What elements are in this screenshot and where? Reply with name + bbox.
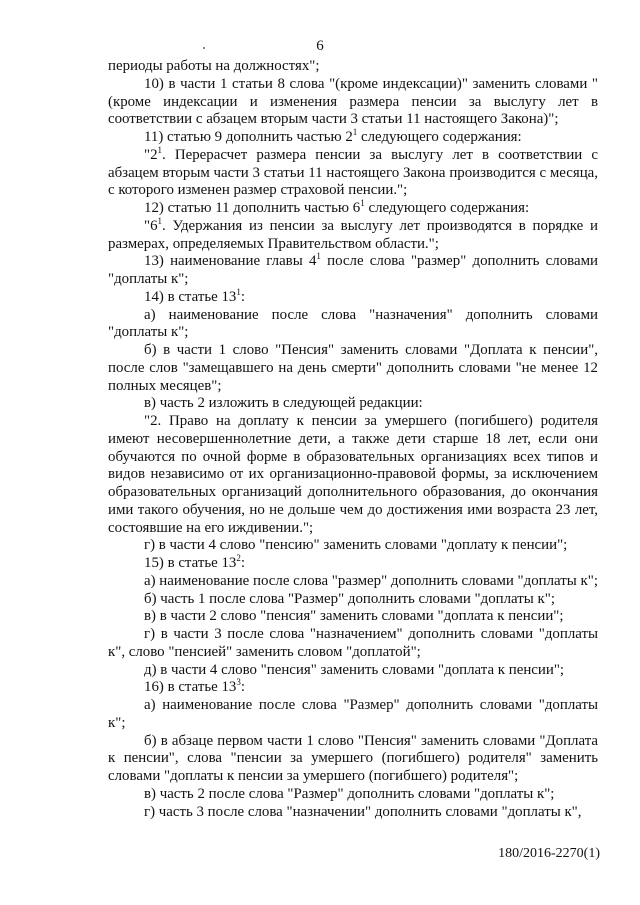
text-run: 13) наименование главы 4 (144, 253, 317, 270)
paragraph (108, 129, 598, 147)
text-run: в) часть 2 изложить в следующей редакции: (144, 395, 423, 412)
paragraph (108, 697, 598, 733)
text-run: следующего содержания: (357, 129, 522, 145)
text-run: б) часть 1 после слова "Размер" дополнить словами "доплаты к"; (144, 590, 555, 607)
superscript: 1 (352, 127, 358, 137)
paragraph (108, 413, 598, 537)
paragraph (108, 76, 598, 129)
paragraph (108, 144, 598, 200)
text-run: а) наименование после слова "размер" дополнить словами "доплаты к"; (144, 572, 598, 589)
text-run: б) в абзаце первом части 1 слово "Пенсия" заменить словами "Доплата к пенсии", слова "пенсии за умершего (погибшего) родителя" заменить словами "доплаты к пенсии за умершего (погибшего) родителя"; (108, 732, 598, 784)
text-run: а) наименование после слова "назначения" дополнить словами "доплаты к"; (108, 306, 598, 341)
document-body (108, 58, 598, 821)
text-run: : (240, 679, 246, 696)
text-run: г) часть 3 после слова "назначении" дополнить словами "доплаты к", (144, 803, 582, 820)
paragraph (108, 286, 598, 307)
paragraph (108, 253, 598, 289)
paragraph (108, 733, 598, 786)
text-run: : (240, 555, 246, 571)
text-run: "2. Право на доплату к пенсии за умершего (погибшего) родителя имеют несовершеннолетние дети, а также дети старше 18 лет, если они обучаются по очной форме в образовательных организациях всех типов и видов независимо от их организационно-правовой формы, за исключением образовательных организаций дополнительного образования, до окончания ими такого обучения, но не дольше чем до достижения ими возраста 23 лет, состоявшие на его иждивении."; (108, 413, 598, 536)
text-run: г) в части 4 слово "пенсию" заменить словами "доплату к пенсии"; (144, 537, 568, 554)
text-run: 11) статью 9 дополнить частью 2 (144, 129, 353, 145)
paragraph (108, 58, 598, 76)
paragraph (108, 626, 598, 662)
text-run: 15) в статье 13 (144, 555, 237, 571)
superscript: 1 (236, 286, 241, 297)
paragraph (108, 215, 598, 254)
text-run: . Перерасчет размера пенсии за выслугу лет в соответствии с абзацем вторым части 3 статьи 11 настоящего Закона производится с месяца, с которого изменен размер страховой пенсии."; (108, 146, 598, 199)
text-run: : (240, 288, 246, 305)
text-run: д) в части 4 слово "пенсия" заменить словами "доплата к пенсии"; (144, 661, 565, 678)
text-run: после слова "размер" дополнить словами "доплаты к"; (108, 253, 598, 287)
document-code: 180/2016-2270(1) (498, 846, 600, 861)
paragraph (108, 537, 598, 555)
text-run: г) в части 3 после слова "назначением" дополнить словами "доплаты к", слово "пенсией" заменить словом "доплатой"; (108, 626, 598, 660)
paragraph (108, 555, 598, 573)
paragraph (108, 608, 598, 626)
paragraph (108, 804, 598, 822)
page-number: 6 (316, 38, 324, 54)
text-run: "2 (144, 146, 158, 163)
superscript: 1 (157, 215, 163, 226)
text-run: б) в части 1 слово "Пенсия" заменить словами "Доплата к пенсии", после слов "замещавшего на день смерти" дополнить словами "не менее 12 полных месяцев"; (108, 342, 598, 394)
paragraph (108, 662, 598, 680)
text-run: следующего содержания: (364, 200, 530, 216)
text-run: 10) в части 1 статьи 8 слова "(кроме индексации)" заменить словами "(кроме индексации и изменения размера пенсии за выслугу лет в соответствии с абзацем вторым части 3 статьи 11 настоящего Закона)"; (108, 75, 598, 128)
text-run: . Удержания из пенсии за выслугу лет производятся в порядке и размерах, определяемых Правительством области."; (108, 217, 598, 252)
paragraph (108, 591, 598, 609)
text-run: а) наименование после слова "Размер" дополнить словами "доплаты к"; (108, 697, 598, 731)
text-run: "6 (144, 217, 158, 234)
superscript: 3 (236, 677, 241, 688)
superscript: 1 (360, 198, 365, 208)
superscript: 1 (157, 144, 163, 155)
text-run: 16) в статье 13 (144, 679, 237, 696)
text-run: в) часть 2 после слова "Размер" дополнить словами "доплаты к"; (144, 785, 555, 802)
superscript: 1 (316, 251, 321, 262)
superscript: 2 (236, 553, 241, 563)
paragraph (108, 307, 598, 343)
text-run: 14) в статье 13 (144, 288, 237, 305)
paragraph (108, 342, 598, 395)
paragraph (108, 200, 598, 218)
text-run: 12) статью 11 дополнить частью 6 (144, 200, 361, 216)
paragraph (108, 679, 598, 697)
paragraph (108, 395, 598, 413)
paragraph (108, 573, 598, 591)
paragraph (108, 786, 598, 804)
text-run: периоды работы на должностях"; (108, 58, 320, 74)
text-run: в) в части 2 слово "пенсия" заменить словами "доплата к пенсии"; (144, 608, 564, 625)
